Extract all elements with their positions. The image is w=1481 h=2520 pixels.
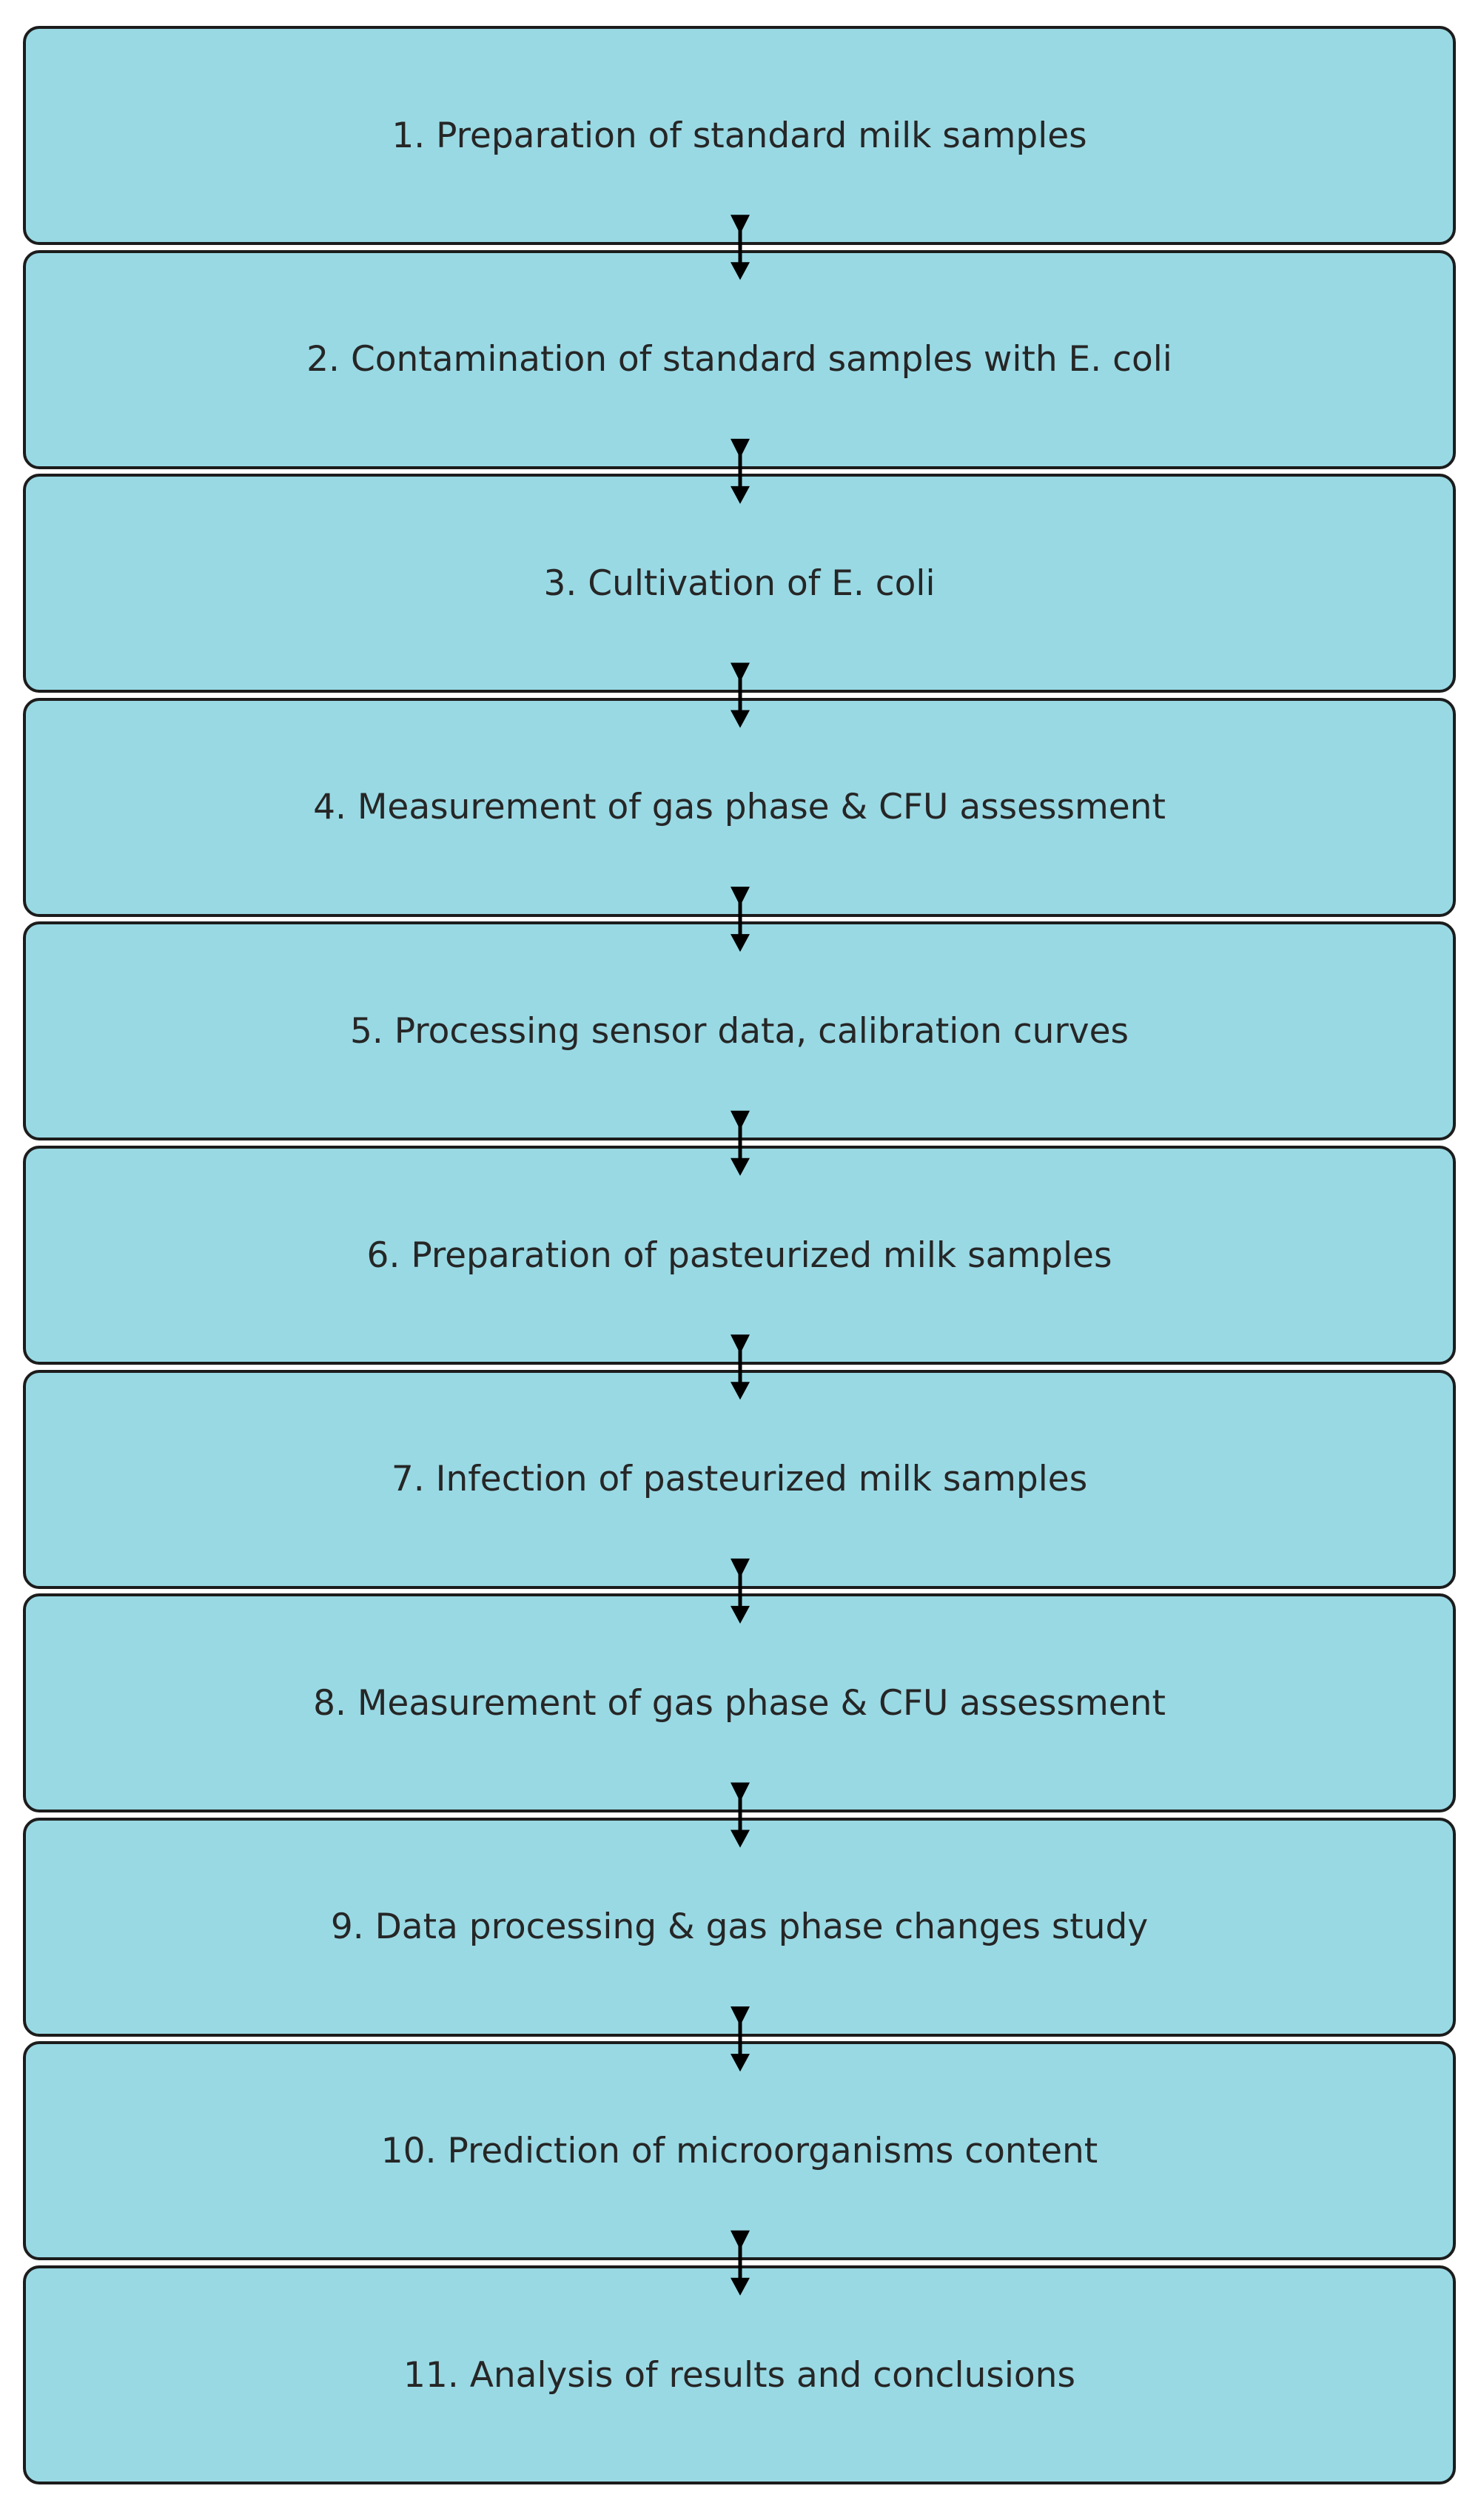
step-label: 11. Analysis of results and conclusions (403, 2354, 1075, 2396)
step-label: 9. Data processing & gas phase changes study (330, 1906, 1149, 1948)
step-box-11 (23, 2265, 1456, 2484)
step-box-8 (23, 1593, 1456, 1812)
step-box-3 (23, 474, 1456, 693)
step-box-9 (23, 1818, 1456, 2037)
step-label: 5. Processing sensor data, calibration curves (350, 1010, 1129, 1052)
step-box-4 (23, 698, 1456, 917)
step-label: 3. Cultivation of E. coli (543, 562, 936, 604)
step-box-5 (23, 921, 1456, 1140)
step-label: 6. Preparation of pasteurized milk samples (366, 1234, 1112, 1276)
step-label: 7. Infection of pasteurized milk samples (391, 1459, 1088, 1500)
step-box-6 (23, 1146, 1456, 1365)
step-label: 10. Prediction of microorganisms content (380, 2130, 1098, 2171)
step-box-7 (23, 1370, 1456, 1589)
step-box-1 (23, 26, 1456, 245)
step-label: 1. Preparation of standard milk samples (392, 115, 1087, 156)
step-label: 8. Measurement of gas phase & CFU assessment (313, 1682, 1166, 1724)
step-label: 2. Contamination of standard samples with E. coli (306, 339, 1172, 380)
step-label: 4. Measurement of gas phase & CFU assessment (313, 787, 1166, 828)
step-box-2 (23, 250, 1456, 469)
step-box-10 (23, 2041, 1456, 2260)
